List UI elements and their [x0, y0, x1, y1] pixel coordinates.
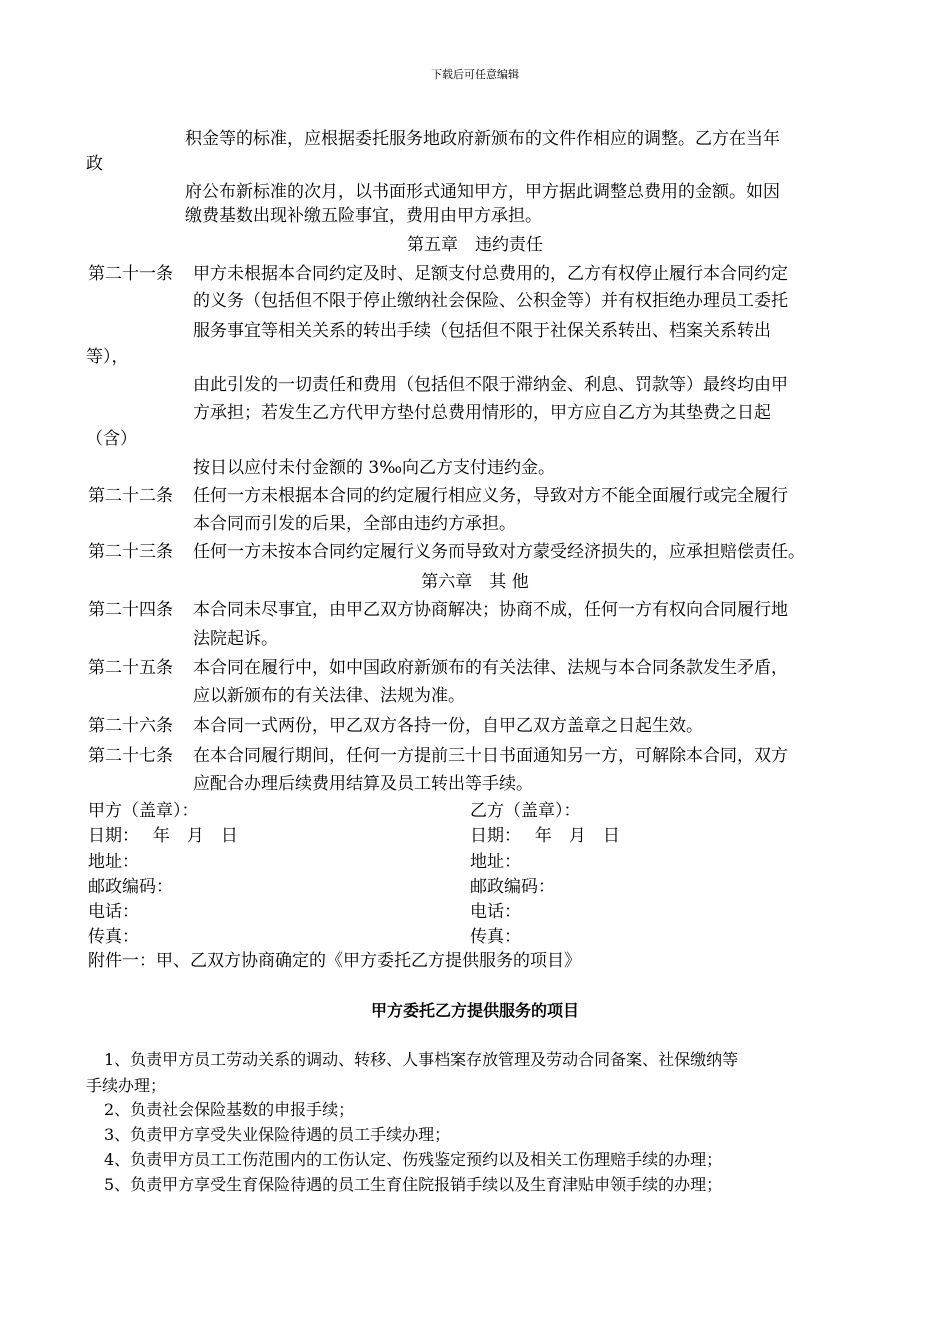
article-24-line: 法院起诉。: [193, 629, 278, 649]
article-21-line: 方承担；若发生乙方代甲方垫付总费用情形的，甲方应自乙方为其垫费之日起: [193, 403, 771, 423]
article-27-line: 应配合办理后续费用结算及员工转出等手续。: [193, 774, 533, 794]
party-a-phone: 电话：: [88, 902, 139, 922]
article-26-line: 本合同一式两份，甲乙双方各持一份，自甲乙双方盖章之日起生效。: [193, 716, 703, 736]
article-25-line: 应以新颁布的有关法律、法规为准。: [193, 686, 465, 706]
service-item: 3、负责甲方享受失业保险待遇的员工手续办理；: [104, 1125, 451, 1144]
article-25-number: 第二十五条: [88, 658, 173, 678]
article-22-line: 本合同而引发的后果，全部由违约方承担。: [193, 514, 516, 534]
chapter-5-heading: 第五章 违约责任: [407, 235, 543, 255]
article-23-line: 任何一方未按本合同约定履行义务而导致对方蒙受经济损失的，应承担赔偿责任。: [193, 542, 805, 562]
article-21-number: 第二十一条: [88, 264, 173, 284]
service-item: 1、负责甲方员工劳动关系的调动、转移、人事档案存放管理及劳动合同备案、社保缴纳等: [104, 1050, 739, 1069]
article-24-number: 第二十四条: [88, 600, 173, 620]
intro-line-1: 积金等的标准，应根据委托服务地政府新颁布的文件作相应的调整。乙方在当年: [185, 129, 780, 149]
party-a-date: 日期： 年 月 日: [88, 826, 238, 846]
article-21-line: 由此引发的一切责任和费用（包括但不限于滞纳金、利息、罚款等）最终均由甲: [193, 375, 788, 395]
article-27-number: 第二十七条: [88, 746, 173, 766]
article-26-number: 第二十六条: [88, 716, 173, 736]
article-22-number: 第二十二条: [88, 486, 173, 506]
page-header: 下载后可任意编辑: [431, 68, 519, 81]
party-b-postcode: 邮政编码：: [470, 877, 555, 897]
party-b-address: 地址：: [470, 852, 521, 872]
party-a-seal: 甲方（盖章）：: [88, 801, 199, 821]
article-21-line: 服务事宜等相关关系的转出手续（包括但不限于社保关系转出、档案关系转出: [193, 321, 771, 341]
chapter-6-heading: 第六章 其 他: [421, 572, 529, 592]
service-item: 5、负责甲方享受生育保险待遇的员工生育住院报销手续以及生育津贴申领手续的办理；: [104, 1175, 723, 1194]
article-24-line: 本合同未尽事宜，由甲乙双方协商解决；协商不成，任何一方有权向合同履行地: [193, 600, 788, 620]
article-21-line: 甲方未根据本合同约定及时、足额支付总费用的，乙方有权停止履行本合同约定: [193, 264, 788, 284]
appendix-title: 甲方委托乙方提供服务的项目: [370, 1001, 579, 1020]
intro-line-4: 缴费基数出现补缴五险事宜，费用由甲方承担。: [185, 206, 542, 226]
article-21-line: （含）: [86, 429, 137, 449]
intro-line-3: 府公布新标准的次月，以书面形式通知甲方，甲方据此调整总费用的金额。如因: [185, 182, 780, 202]
article-23-number: 第二十三条: [88, 542, 173, 562]
party-a-postcode: 邮政编码：: [88, 877, 173, 897]
article-21-line: 按日以应付未付金额的 3‰向乙方支付违约金。: [193, 458, 556, 478]
service-item: 2、负责社会保险基数的申报手续；: [104, 1100, 355, 1119]
party-a-address: 地址：: [88, 852, 139, 872]
party-a-fax: 传真：: [88, 927, 139, 947]
intro-line-2: 政: [86, 154, 103, 174]
article-27-line: 在本合同履行期间，任何一方提前三十日书面通知另一方，可解除本合同，双方: [193, 746, 788, 766]
article-25-line: 本合同在履行中，如中国政府新颁布的有关法律、法规与本合同条款发生矛盾，: [193, 658, 788, 678]
party-b-fax: 传真：: [470, 927, 521, 947]
article-22-line: 任何一方未根据本合同的约定履行相应义务，导致对方不能全面履行或完全履行: [193, 486, 788, 506]
service-item: 手续办理；: [86, 1076, 167, 1095]
article-21-line: 的义务（包括但不限于停止缴纳社会保险、公积金等）并有权拒绝办理员工委托: [193, 291, 788, 311]
attachment-note: 附件一：甲、乙双方协商确定的《甲方委托乙方提供服务的项目》: [88, 951, 581, 971]
article-21-line: 等），: [86, 347, 129, 367]
party-b-seal: 乙方（盖章）：: [470, 801, 581, 821]
party-b-date: 日期： 年 月 日: [470, 826, 620, 846]
service-item: 4、负责甲方员工工伤范围内的工伤认定、伤残鉴定预约以及相关工伤理赔手续的办理；: [104, 1150, 723, 1169]
party-b-phone: 电话：: [470, 902, 521, 922]
